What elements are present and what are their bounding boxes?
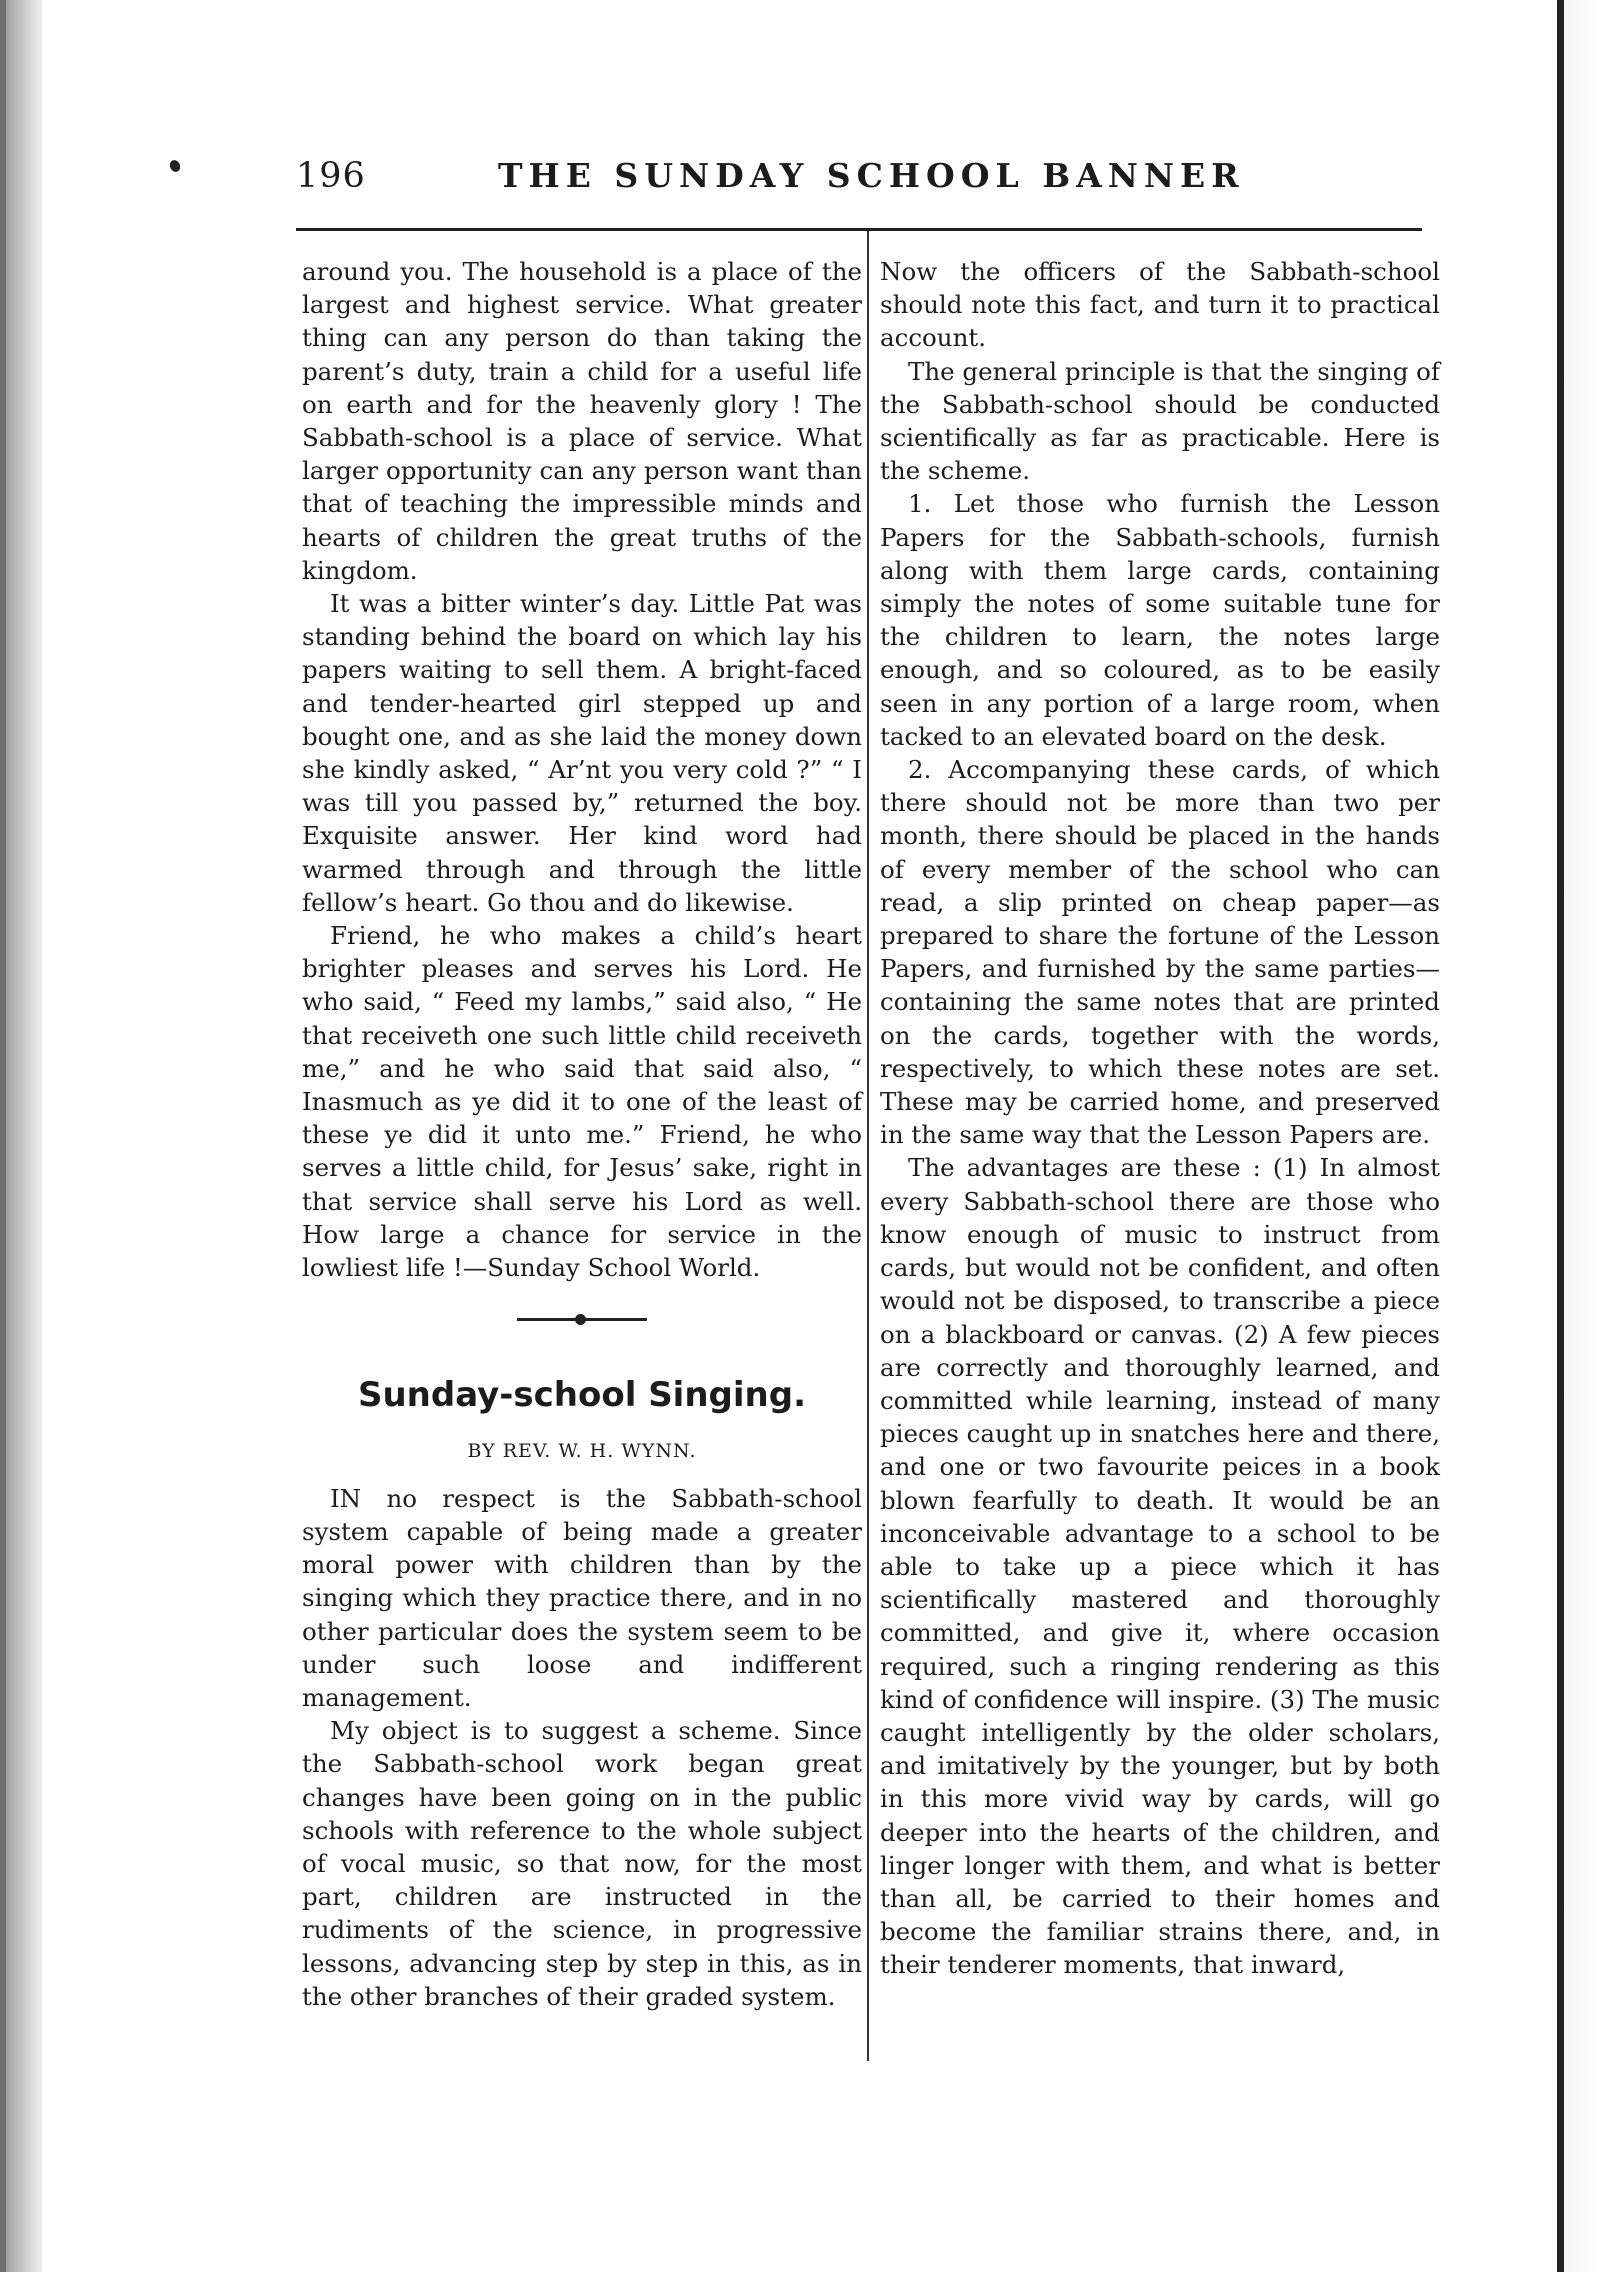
page-edge-shade: [1564, 0, 1600, 2272]
paragraph: Now the officers of the Sabbath-school should note this fact, and turn it to practical account.: [880, 257, 1440, 353]
paragraph: around you. The household is a place of the largest and highest service. What greater thing can any person do than taking the parent’s duty, train a child for a useful life on earth and for the heavenly glory ! The Sabbath-school is a place of service. What larger opportunity can any person want than that of teaching the impressible minds and hearts of children the great truths of the kingdom.: [302, 257, 862, 585]
ink-mark: [168, 158, 182, 173]
book-binding: [0, 0, 42, 2272]
paragraph: IN no respect is the Sabbath-school system capable of being made a greater moral power with children than by the singing which they practice there, and in no other particular does the system seem to be under such loose and indifferent management.: [302, 1483, 862, 1712]
paragraph: My object is to suggest a scheme. Since the Sabbath-school work began great changes have been going on in the public schools with reference to the whole subject of vocal music, so that now, for the most part, children are instructed in the rudiments of the science, in progressive lessons, advancing step by step in this, as in the other branches of their graded system.: [302, 1716, 862, 2011]
paragraph: The advantages are these : (1) In almost every Sabbath-school there are those who know enough of music to instruct from cards, but would not be confident, and often would not be disposed, to transcribe a piece on a blackboard or canvas. (2) A few pieces are correctly and thoroughly learned, and committed while learning, instead of many pieces caught up in snatches here and there, and one or two favourite peices in a book blown fearfully to death. It would be an inconceivable advantage to a school to be able to take up a piece which it has scientifically mastered and thoroughly committed, and give it, where occasion required, such a ringing rendering as this kind of confidence will inspire. (3) The music caught intelligently by the older scholars, and imitatively by the younger, but by both in this more vivid way by cards, will go deeper into the hearts of the children, and linger longer with them, and what is better than all, be carried to their homes and become the familiar strains there, and, in their tenderer moments, that inward,: [880, 1153, 1440, 1980]
paragraph: It was a bitter winter’s day. Little Pat was standing behind the board on which lay his papers waiting to sell them. A bright-faced and tender-hearted girl stepped up and bought one, and as she laid the money down she kindly asked, “ Ar’nt you very cold ?” “ I was till you passed by,” returned the boy. Exquisite answer. Her kind word had warmed through and through the little fellow’s heart. Go thou and do likewise.: [302, 589, 862, 917]
paragraph: 1. Let those who furnish the Lesson Papers for the Sabbath-schools, furnish along with them large cards, containing simply the notes of some suitable tune for the children to learn, the notes large enough, and so coloured, as to be easily seen in any portion of a large room, when tacked to an elevated board on the desk.: [880, 489, 1440, 751]
section-ornament: [517, 1318, 647, 1321]
article-byline: BY REV. W. H. WYNN.: [467, 1439, 697, 1462]
article-title: Sunday-school Singing.: [357, 1375, 806, 1416]
paragraph: 2. Accompanying these cards, of which there should not be more than two per month, there should be placed in the hands of every member of the school who can read, a slip printed on cheap paper—as prepared to share the fortune of the Lesson Papers, and furnished by the same parties—containing the same notes that are printed on the cards, together with the words, respectively, to which these notes are set. These may be carried home, and preserved in the same way that the Lesson Papers are.: [880, 755, 1440, 1150]
left-column: [302, 255, 862, 2013]
header-rule: [296, 228, 1422, 231]
paragraph: Friend, he who makes a child’s heart brighter pleases and serves his Lord. He who said, “ Feed my lambs,” said also, “ He that receiveth one such little child receiveth me,” and he who said that said also, “ Inasmuch as ye did it to one of the least of these ye did it unto me.” Friend, he who serves a little child, for Jesus’ sake, right in that service shall serve his Lord as well. How large a chance for service in the lowliest life !—Sunday School World.: [302, 921, 862, 1283]
paragraph: The general principle is that the singing of the Sabbath-school should be conducted scientifically as far as practicable. Here is the scheme.: [880, 356, 1440, 486]
page-number: 196: [296, 156, 366, 196]
column-divider: [867, 231, 869, 2061]
running-title: THE SUNDAY SCHOOL BANNER: [498, 156, 1245, 195]
right-column: [880, 255, 1440, 1982]
page-edge: [1557, 0, 1564, 2272]
